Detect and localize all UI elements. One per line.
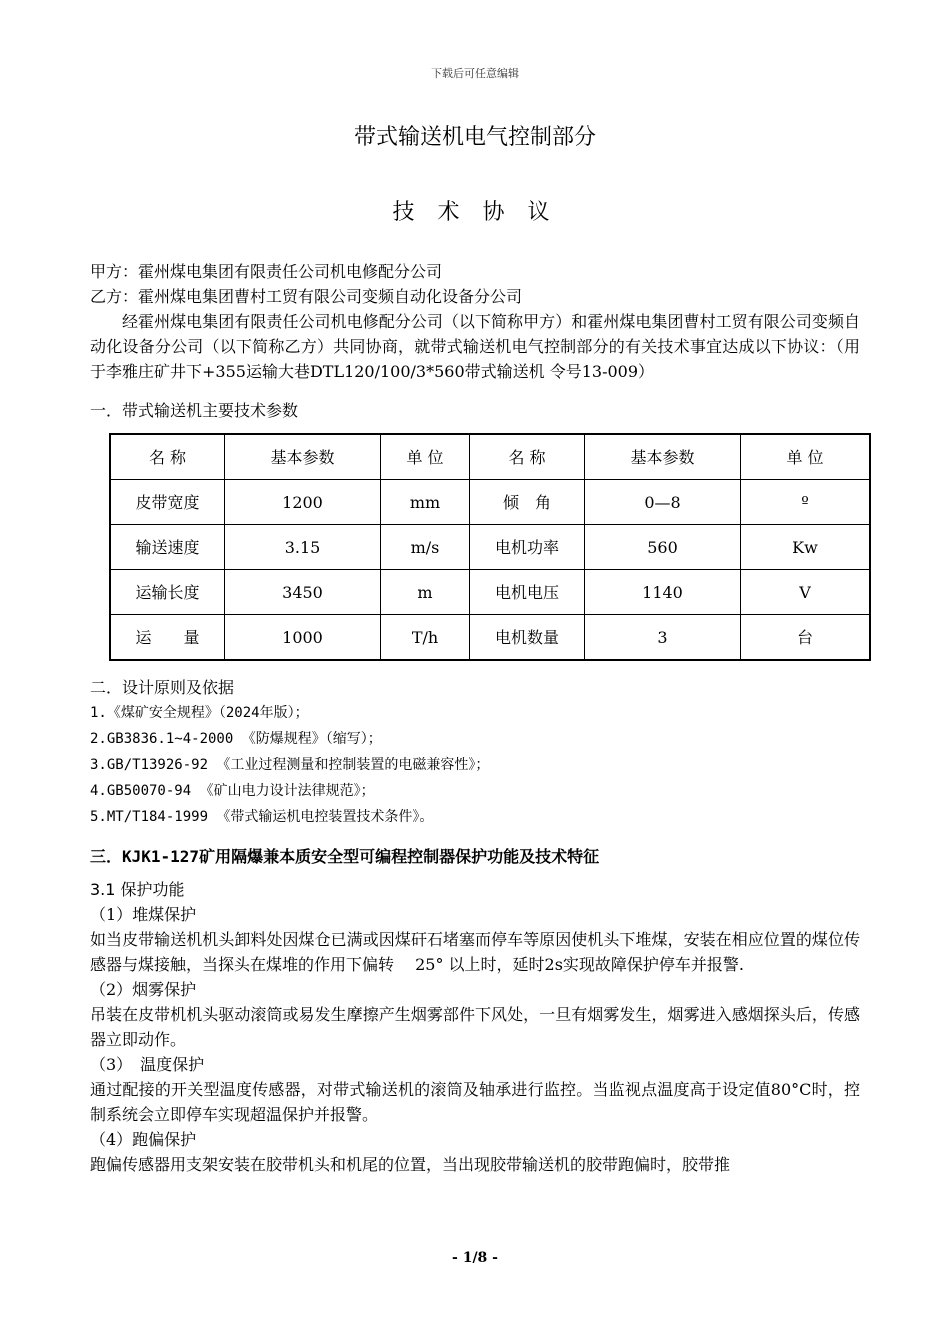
- table-cell: 运输长度: [110, 570, 225, 615]
- table-cell: 台: [741, 615, 871, 661]
- table-header-cell: 基本参数: [225, 434, 381, 480]
- party-b-name: 霍州煤电集团曹村工贸有限公司变频自动化设备分公司: [138, 287, 523, 306]
- protection-text: 如当皮带输送机机头卸料处因煤仓已满或因煤矸石堵塞而停车等原因使机头下堆煤，安装在相应位置的煤位传感器与煤接触，当探头在煤堆的作用下偏转 25° 以上时，延时2s实现故障保护停车并报警.: [90, 930, 860, 974]
- protection-title: （2）烟雾保护: [90, 980, 197, 999]
- table-cell: 560: [585, 525, 741, 570]
- table-cell: T/h: [381, 615, 470, 661]
- table-cell: 电机功率: [470, 525, 585, 570]
- party-b-line: [90, 284, 860, 309]
- table-cell: m/s: [381, 525, 470, 570]
- table-cell: 1000: [225, 615, 381, 661]
- protection-title: （3） 温度保护: [90, 1055, 205, 1074]
- protection-title: （1）堆煤保护: [90, 905, 197, 924]
- protection-text: 通过配接的开关型温度传感器，对带式输送机的滚筒及轴承进行监控。当监视点温度高于设定值80°C时，控制系统会立即停车实现超温保护并报警。: [90, 1080, 860, 1124]
- table-row: [110, 525, 870, 570]
- table-cell: 3450: [225, 570, 381, 615]
- party-b-label: 乙方：: [90, 287, 139, 306]
- list-item: 2.GB3836.1~4-2000 《防爆规程》（缩写）；: [90, 731, 382, 747]
- table-cell: 运 量: [110, 615, 225, 661]
- protection-text: 跑偏传感器用支架安装在胶带机头和机尾的位置，当出现胶带输送机的胶带跑偏时，胶带推: [90, 1155, 731, 1174]
- section-1-title: 一．带式输送机主要技术参数: [90, 401, 299, 420]
- table-cell: 3.15: [225, 525, 381, 570]
- table-header-row: [110, 434, 870, 480]
- document-body: [90, 259, 860, 1177]
- table-cell: º: [741, 480, 871, 525]
- parameters-table: [109, 433, 871, 661]
- table-cell: 0—8: [585, 480, 741, 525]
- table-header-cell: 名 称: [470, 434, 585, 480]
- section-3-title: 三．KJK1-127矿用隔爆兼本质安全型可编程控制器保护功能及技术特征: [90, 847, 600, 866]
- table-cell: 倾 角: [470, 480, 585, 525]
- section-2-title: 二．设计原则及依据: [90, 678, 235, 697]
- party-a-label: 甲方：: [90, 262, 139, 281]
- table-header-cell: 单 位: [741, 434, 871, 480]
- table-cell: 输送速度: [110, 525, 225, 570]
- list-item: 3.GB/T13926-92 《工业过程测量和控制装置的电磁兼容性》；: [90, 757, 490, 773]
- document-title: 带式输送机电气控制部分: [353, 125, 596, 150]
- list-item: 4.GB50070-94 《矿山电力设计法律规范》；: [90, 783, 375, 799]
- table-header-cell: 单 位: [381, 434, 470, 480]
- table-header-cell: 基本参数: [585, 434, 741, 480]
- table-cell: 电机数量: [470, 615, 585, 661]
- table-cell: 皮带宽度: [110, 480, 225, 525]
- intro-paragraph: 经霍州煤电集团有限责任公司机电修配分公司（以下简称甲方）和霍州煤电集团曹村工贸有限公司变频自动化设备分公司（以下简称乙方）共同协商，就带式输送机电气控制部分的有关技术事宜达成以下协议：（用于李雅庄矿井下+355运输大巷DTL120/100/3*560带式输送机 令号13-009）: [90, 312, 860, 381]
- basis-list: [90, 700, 860, 830]
- table-header-cell: 名 称: [110, 434, 225, 480]
- header-note: 下载后可任意编辑: [431, 67, 519, 80]
- party-a-name: 霍州煤电集团有限责任公司机电修配分公司: [138, 262, 443, 281]
- subsection-3-1-title: 3.1 保护功能: [90, 880, 185, 899]
- list-item: 5.MT/T184-1999 《带式输运机电控装置技术条件》。: [90, 809, 434, 825]
- page-number: - 1/8 -: [452, 1250, 498, 1266]
- protection-title: （4）跑偏保护: [90, 1130, 197, 1149]
- party-a-line: [90, 259, 860, 284]
- table-cell: 1200: [225, 480, 381, 525]
- table-row: [110, 570, 870, 615]
- table-cell: m: [381, 570, 470, 615]
- table-cell: 电机电压: [470, 570, 585, 615]
- table-cell: 3: [585, 615, 741, 661]
- table-row: [110, 615, 870, 661]
- table-cell: V: [741, 570, 871, 615]
- protection-text: 吊装在皮带机机头驱动滚筒或易发生摩擦产生烟雾部件下风处，一旦有烟雾发生，烟雾进入感烟探头后，传感器立即动作。: [90, 1005, 860, 1049]
- list-item: 1.《煤矿安全规程》（2024年版）；: [90, 705, 309, 721]
- document-subtitle: 技 术 协 议: [392, 200, 558, 225]
- table-cell: 1140: [585, 570, 741, 615]
- table-cell: Kw: [741, 525, 871, 570]
- table-cell: mm: [381, 480, 470, 525]
- table-row: [110, 480, 870, 525]
